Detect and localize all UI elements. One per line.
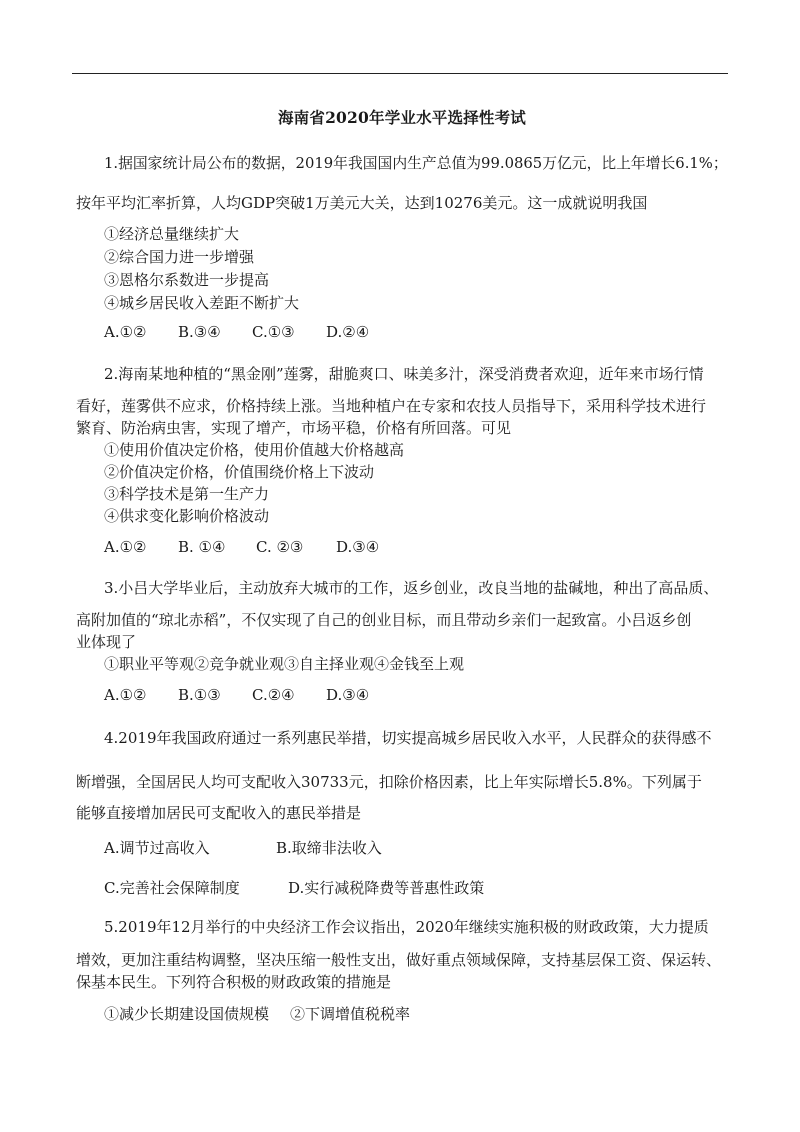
choice-b[interactable]: B.③④ (178, 323, 221, 341)
question-2-choices (104, 538, 379, 556)
choice-a[interactable]: A.①② (104, 538, 147, 556)
question-4-choices-row-2 (104, 877, 484, 898)
question-3-stem-line-3: 业体现了 (76, 633, 137, 651)
choice-a[interactable]: A.①② (104, 686, 147, 704)
choice-c[interactable]: C. ②③ (256, 538, 304, 556)
question-5-statement-1: ①减少长期建设国债规模 (104, 1005, 270, 1023)
choice-d[interactable]: D.③④ (336, 538, 380, 556)
question-5-statements (104, 1004, 410, 1024)
question-1-statement-1: ①经济总量继续扩大 (104, 225, 240, 243)
question-2-statement-2: ②价值决定价格，价值围绕价格上下波动 (104, 463, 375, 481)
question-2-stem-line-2: 看好，莲雾供不应求，价格持续上涨。当地种植户在专家和农技人员指导下，采用科学技术进行 (76, 397, 707, 415)
question-3-statement: ①职业平等观②竞争就业观③自主择业观④金钱至上观 (104, 655, 465, 673)
question-3-choices (104, 686, 369, 704)
question-4-stem-line-3: 能够直接增加居民可支配收入的惠民举措是 (76, 804, 362, 822)
choice-d[interactable]: D.实行减税降费等普惠性政策 (288, 879, 485, 897)
question-5-stem-line-2: 增效，更加注重结构调整，坚决压缩一般性支出，做好重点领域保障，支持基层保工资、保运转、 (76, 951, 722, 969)
exam-title: 海南省2020年学业水平选择性考试 (277, 108, 527, 127)
choice-b[interactable]: B.①③ (178, 686, 221, 704)
question-2-stem-line-3: 繁育、防治病虫害，实现了增产，市场平稳，价格有所回落。可见 (76, 419, 512, 437)
question-2-statement-3: ③科学技术是第一生产力 (104, 485, 270, 503)
question-5-stem-line-3: 保基本民生。下列符合积极的财政政策的措施是 (76, 973, 392, 991)
question-4-choices-row-1 (104, 837, 382, 858)
question-1-stem-line-1: 1.据国家统计局公布的数据，2019年我国国内生产总值为99.0865万亿元，比上年增长6.1%； (104, 154, 728, 172)
choice-c[interactable]: C.②④ (252, 686, 295, 704)
question-1-statement-4: ④城乡居民收入差距不断扩大 (104, 294, 300, 312)
question-3-stem-line-2: 高附加值的“琼北赤稻”，不仅实现了自己的创业目标，而且带动乡亲们一起致富。小吕返乡创 (76, 611, 692, 629)
choice-b[interactable]: B.取缔非法收入 (276, 839, 382, 857)
question-1-stem-line-2: 按年平均汇率折算，人均GDP突破1万美元大关，达到10276美元。这一成就说明我国 (76, 194, 648, 212)
question-4-stem-line-2: 断增强，全国居民人均可支配收入30733元，扣除价格因素，比上年实际增长5.8%。下列属于 (76, 773, 702, 791)
question-2-stem-line-1: 2.海南某地种植的“黑金刚”莲雾，甜脆爽口、味美多汁，深受消费者欢迎，近年来市场行情 (104, 365, 704, 383)
question-1-statement-3: ③恩格尔系数进一步提高 (104, 271, 270, 289)
question-1-statement-2: ②综合国力进一步增强 (104, 248, 255, 266)
choice-a[interactable]: A.调节过高收入 (104, 839, 210, 857)
choice-c[interactable]: C.①③ (252, 323, 295, 341)
question-5-stem-line-1: 5.2019年12月举行的中央经济工作会议指出，2020年继续实施积极的财政政策，大力提质 (104, 918, 709, 936)
question-2-statement-4: ④供求变化影响价格波动 (104, 507, 270, 525)
question-4-stem-line-1: 4.2019年我国政府通过一系列惠民举措，切实提高城乡居民收入水平，人民群众的获得感不 (104, 729, 712, 747)
choice-d[interactable]: D.②④ (326, 323, 370, 341)
question-5-statement-2: ②下调增值税税率 (290, 1005, 411, 1023)
header-rule (72, 73, 728, 74)
choice-b[interactable]: B. ①④ (178, 538, 226, 556)
question-1-choices (104, 323, 369, 341)
choice-a[interactable]: A.①② (104, 323, 147, 341)
choice-d[interactable]: D.③④ (326, 686, 370, 704)
question-3-stem-line-1: 3.小吕大学毕业后，主动放弃大城市的工作，返乡创业，改良当地的盐碱地，种出了高品质、 (104, 579, 719, 597)
choice-c[interactable]: C.完善社会保障制度 (104, 879, 240, 897)
question-2-statement-1: ①使用价值决定价格，使用价值越大价格越高 (104, 441, 405, 459)
